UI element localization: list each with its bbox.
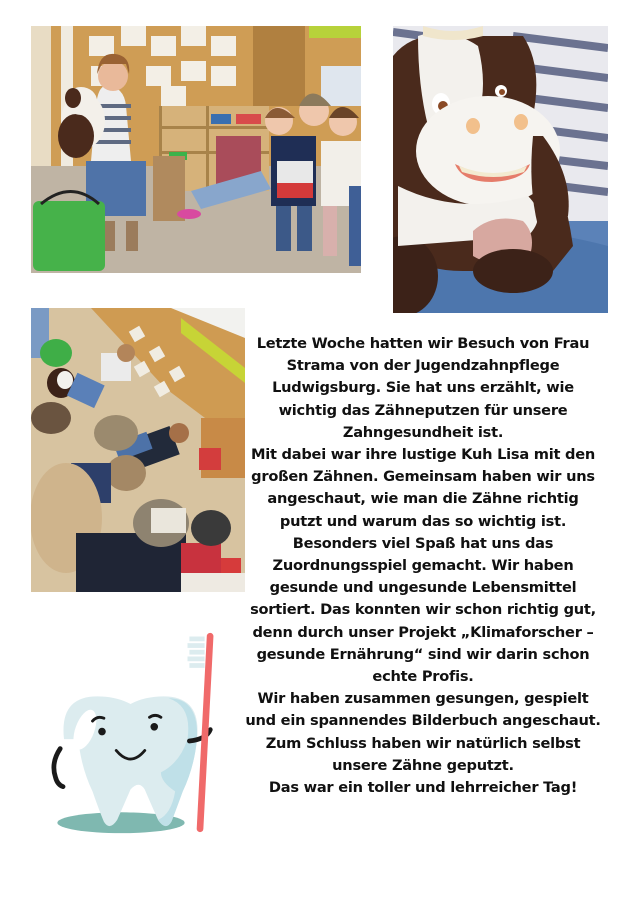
- tooth-graphic: [45, 622, 235, 842]
- circle-photo-graphic: [31, 308, 245, 592]
- story-paragraph-conclusion: Das war ein toller und lehrreicher Tag!: [268, 779, 578, 797]
- photo-children-circle: [31, 308, 245, 592]
- story-text: [244, 333, 602, 799]
- cow-puppet-photo-graphic: [393, 26, 608, 313]
- tooth-with-toothbrush-icon: [45, 622, 235, 842]
- story-paragraph-singing: Wir haben zusammen gesungen, gespielt und ein spannendes Bilderbuch angeschaut. Zum Schluss haben wir natürlich selbst unsere Zähne geputzt.: [245, 690, 601, 774]
- story-paragraph-matching-game: Besonders viel Spaß hat uns das Zuordnungsspiel gemacht. Wir haben gesunde und ungesunde Lebensmittel sortiert. Das konnten wir schon richtig gut, denn durch unser Projekt „Klimaforscher – gesunde Ernährung“ sind wir darin schon echte Profis.: [250, 534, 596, 686]
- photo-cow-puppet: [393, 26, 608, 313]
- story-paragraph-visit: Letzte Woche hatten wir Besuch von Frau Strama von der Jugendzahnpflege Ludwigsburg. Sie hat uns erzählt, wie wichtig das Zähneputzen für unsere Zahngesundheit ist.: [256, 335, 590, 441]
- photo-classroom-visit: [31, 26, 361, 273]
- classroom-photo-graphic: [31, 26, 361, 273]
- story-paragraph-cow-lisa: Mit dabei war ihre lustige Kuh Lisa mit den großen Zähnen. Gemeinsam haben wir uns angeschaut, wie man die Zähne richtig putzt und warum das so wichtig ist.: [250, 446, 596, 530]
